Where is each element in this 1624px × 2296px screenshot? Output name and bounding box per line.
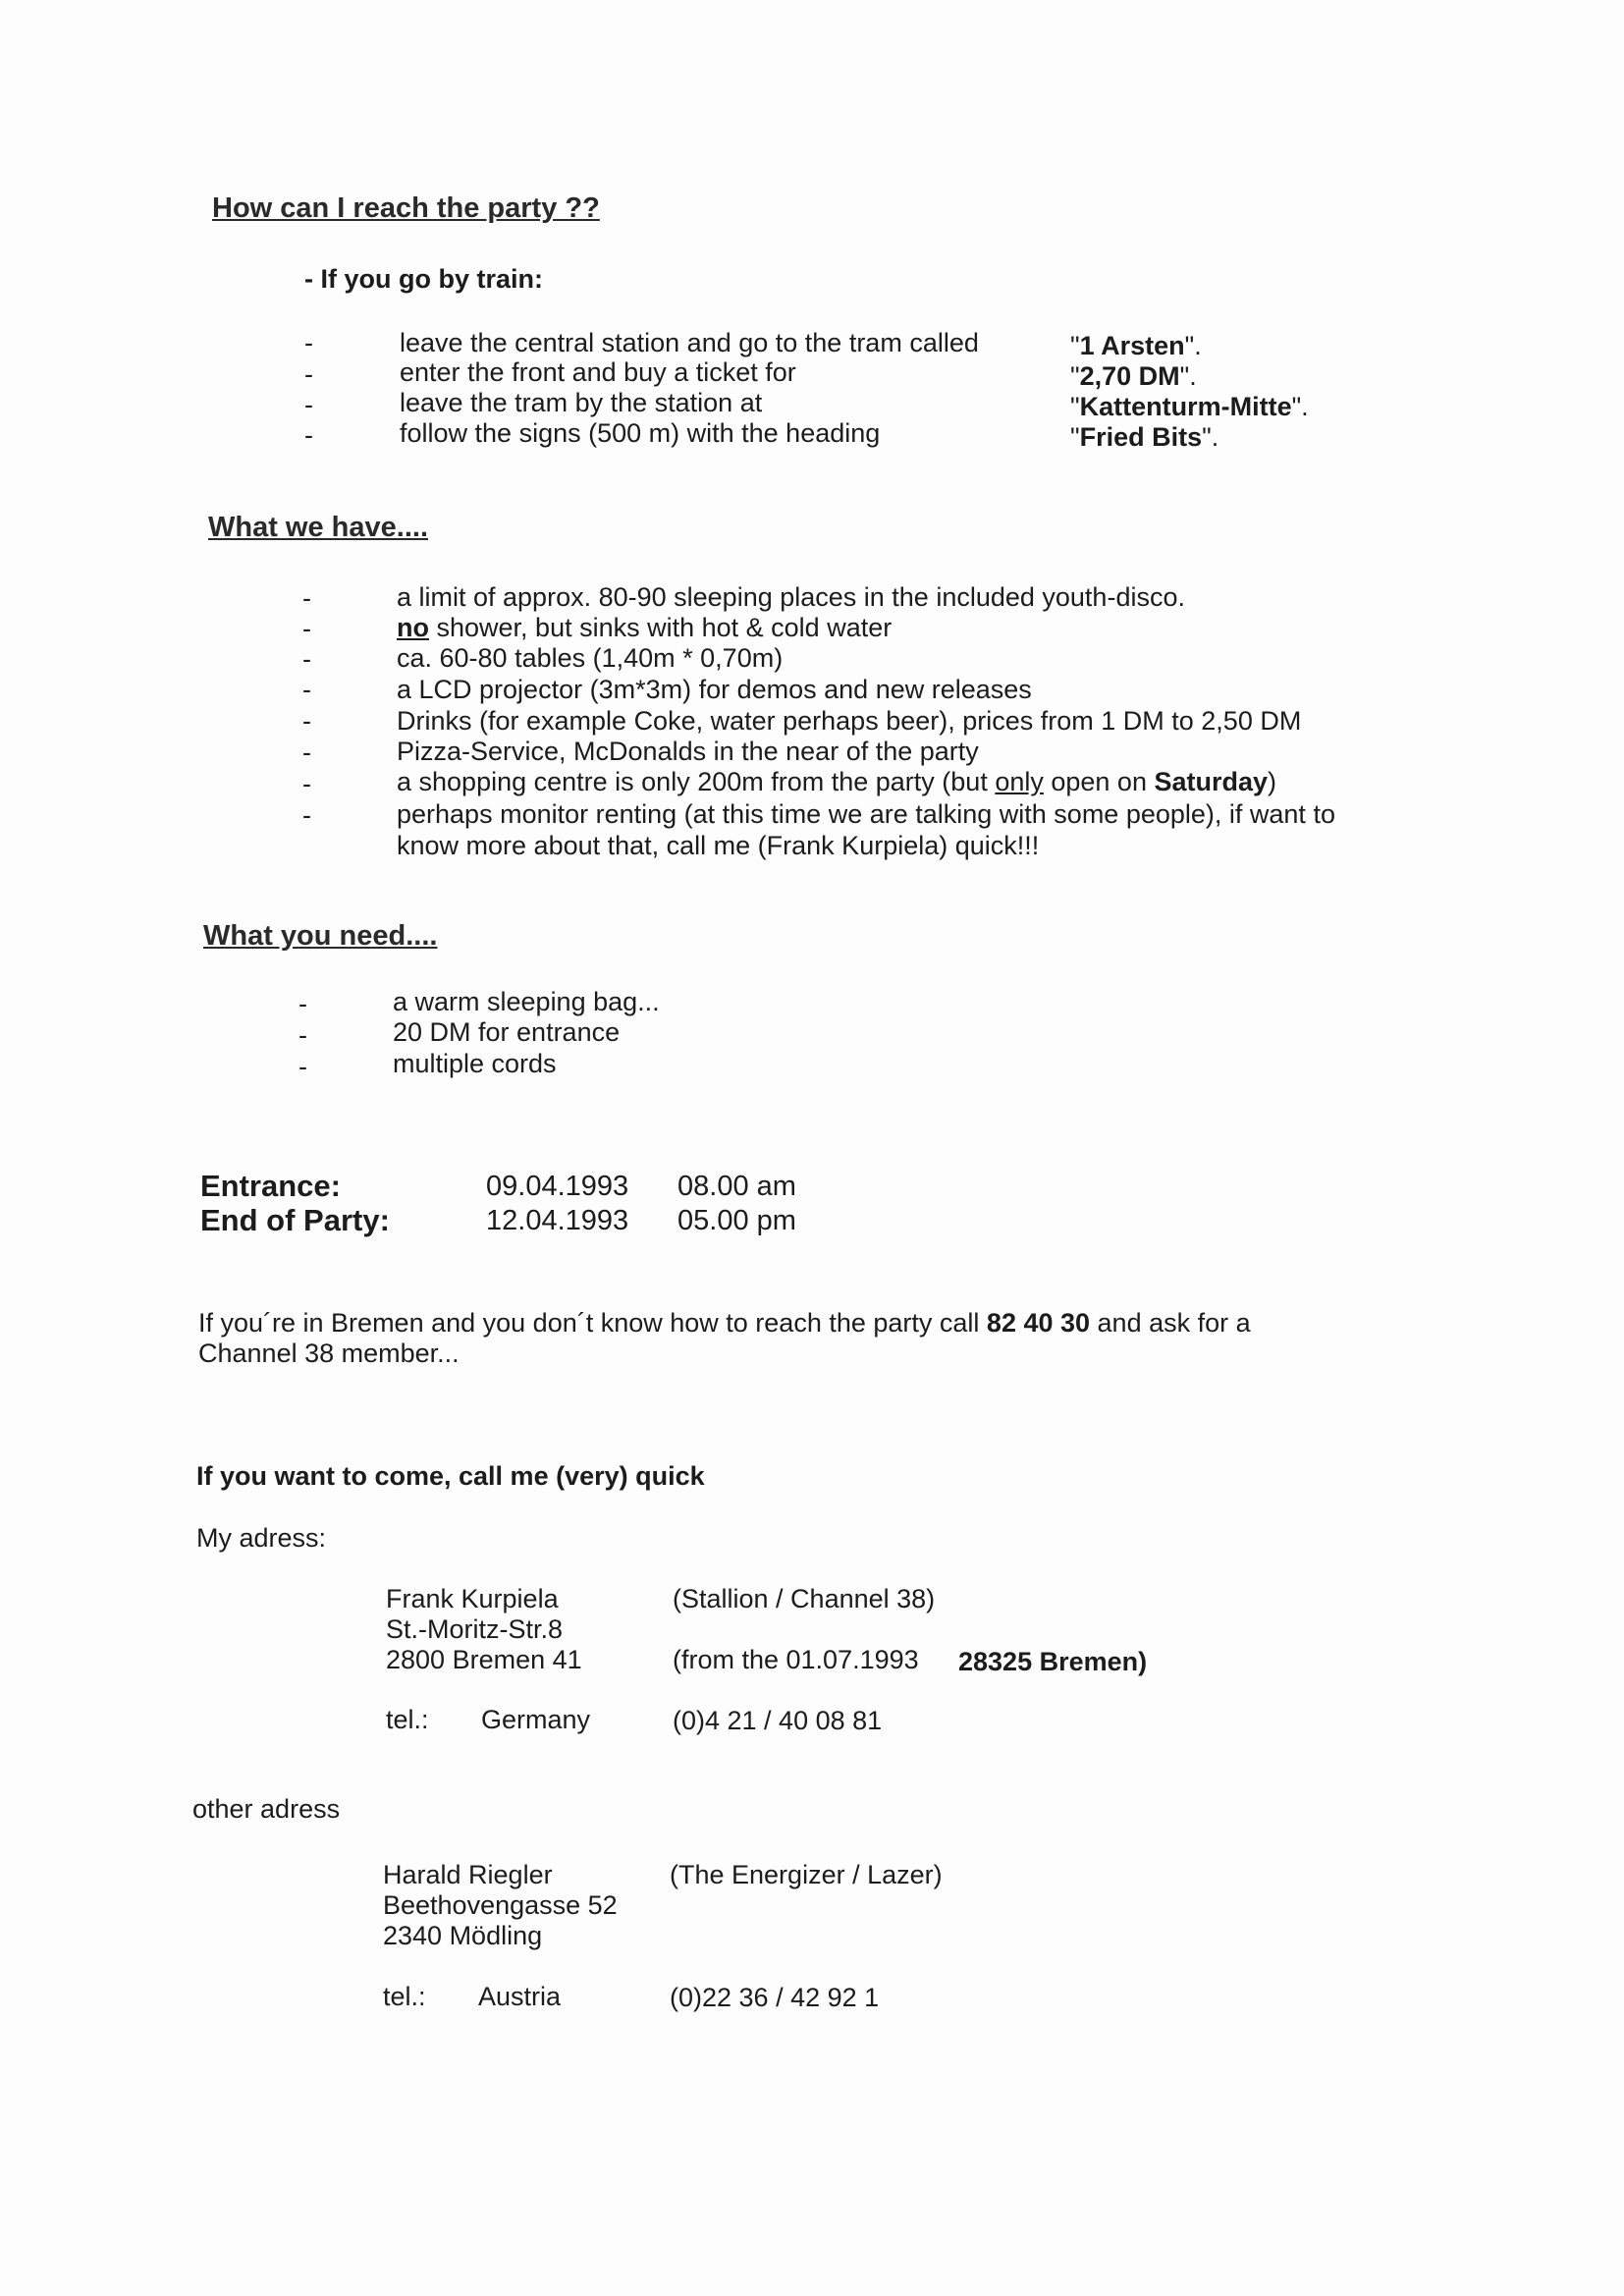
step-value: "Kattenturm-Mitte". [1070, 392, 1309, 421]
address-line: Frank Kurpiela [386, 1584, 559, 1613]
have-dash: - [302, 583, 311, 613]
step-dash: - [304, 390, 313, 419]
have-item: perhaps monitor renting (at this time we are talking with some people), if want to [397, 799, 1335, 829]
step-value: "2,70 DM". [1070, 361, 1197, 391]
tel-label: tel.: [383, 1982, 426, 2011]
step-text: follow the signs (500 m) with the heading [400, 418, 881, 448]
have-dash: - [302, 738, 311, 767]
need-dash: - [298, 989, 307, 1018]
step-dash: - [304, 328, 313, 357]
end-date: 12.04.1993 [486, 1205, 629, 1236]
bremen-note-cont: Channel 38 member... [198, 1339, 460, 1368]
tel-label: tel.: [386, 1705, 429, 1734]
have-item: a LCD projector (3m*3m) for demos and new releases [397, 675, 1032, 704]
have-item: Pizza-Service, McDonalds in the near of the party [397, 737, 979, 766]
other-address-label: other adress [192, 1794, 341, 1824]
have-item: a shopping centre is only 200m from the party (but only open on Saturday) [397, 767, 1277, 796]
have-dash: - [302, 706, 311, 736]
step-value: "Fried Bits". [1070, 422, 1219, 452]
step-text: leave the central station and go to the tram called [400, 328, 979, 357]
reach-heading: How can I reach the party ?? [212, 192, 600, 224]
step-text: leave the tram by the station at [400, 388, 763, 417]
my-address-label: My adress: [196, 1523, 327, 1553]
bremen-note: If you´re in Bremen and you don´t know how to reach the party call 82 40 30 and ask for a [198, 1308, 1251, 1338]
need-item: multiple cords [393, 1049, 557, 1078]
entrance-time: 08.00 am [677, 1171, 796, 1202]
need-item: 20 DM for entrance [393, 1017, 621, 1047]
have-dash: - [302, 675, 311, 704]
tel-country: Germany [481, 1705, 591, 1734]
address-line: Beethovengasse 52 [383, 1890, 618, 1920]
have-dash: - [302, 614, 311, 643]
have-dash: - [302, 800, 311, 830]
need-dash: - [298, 1052, 307, 1081]
step-text: enter the front and buy a ticket for [400, 357, 796, 387]
address-new-zip: 28325 Bremen) [958, 1647, 1148, 1676]
address-line: St.-Moritz-Str.8 [386, 1614, 564, 1644]
address-line: 2800 Bremen 41 [386, 1645, 582, 1674]
end-time: 05.00 pm [677, 1205, 796, 1236]
entrance-label: Entrance: [200, 1169, 341, 1203]
step-dash: - [304, 359, 313, 389]
train-subheading: - If you go by train: [304, 264, 543, 294]
end-label: End of Party: [200, 1203, 390, 1237]
have-item: no shower, but sinks with hot & cold water [397, 613, 893, 642]
come-callout: If you want to come, call me (very) quick [196, 1461, 705, 1491]
entrance-date: 09.04.1993 [486, 1171, 629, 1202]
have-dash: - [302, 644, 311, 674]
step-value: "1 Arsten". [1070, 331, 1202, 360]
have-heading: What we have.... [208, 512, 428, 543]
have-item-cont: know more about that, call me (Frank Kurpiela) quick!!! [397, 831, 1040, 860]
tel-number: (0)22 36 / 42 92 1 [670, 1983, 880, 2012]
need-heading: What you need.... [203, 920, 438, 952]
tel-country: Austria [478, 1982, 562, 2011]
have-item: a limit of approx. 80-90 sleeping places in the included youth-disco. [397, 582, 1185, 612]
step-dash: - [304, 420, 313, 450]
address-from-note: (from the 01.07.1993 [673, 1645, 919, 1674]
address-handle: (The Energizer / Lazer) [670, 1860, 943, 1889]
address-line: 2340 Mödling [383, 1921, 543, 1950]
address-handle: (Stallion / Channel 38) [673, 1584, 936, 1613]
tel-number: (0)4 21 / 40 08 81 [673, 1706, 883, 1735]
need-item: a warm sleeping bag... [393, 987, 660, 1016]
have-item: Drinks (for example Coke, water perhaps beer), prices from 1 DM to 2,50 DM [397, 706, 1302, 736]
have-dash: - [302, 769, 311, 798]
have-item: ca. 60-80 tables (1,40m * 0,70m) [397, 643, 784, 673]
need-dash: - [298, 1020, 307, 1050]
address-line: Harald Riegler [383, 1860, 553, 1889]
